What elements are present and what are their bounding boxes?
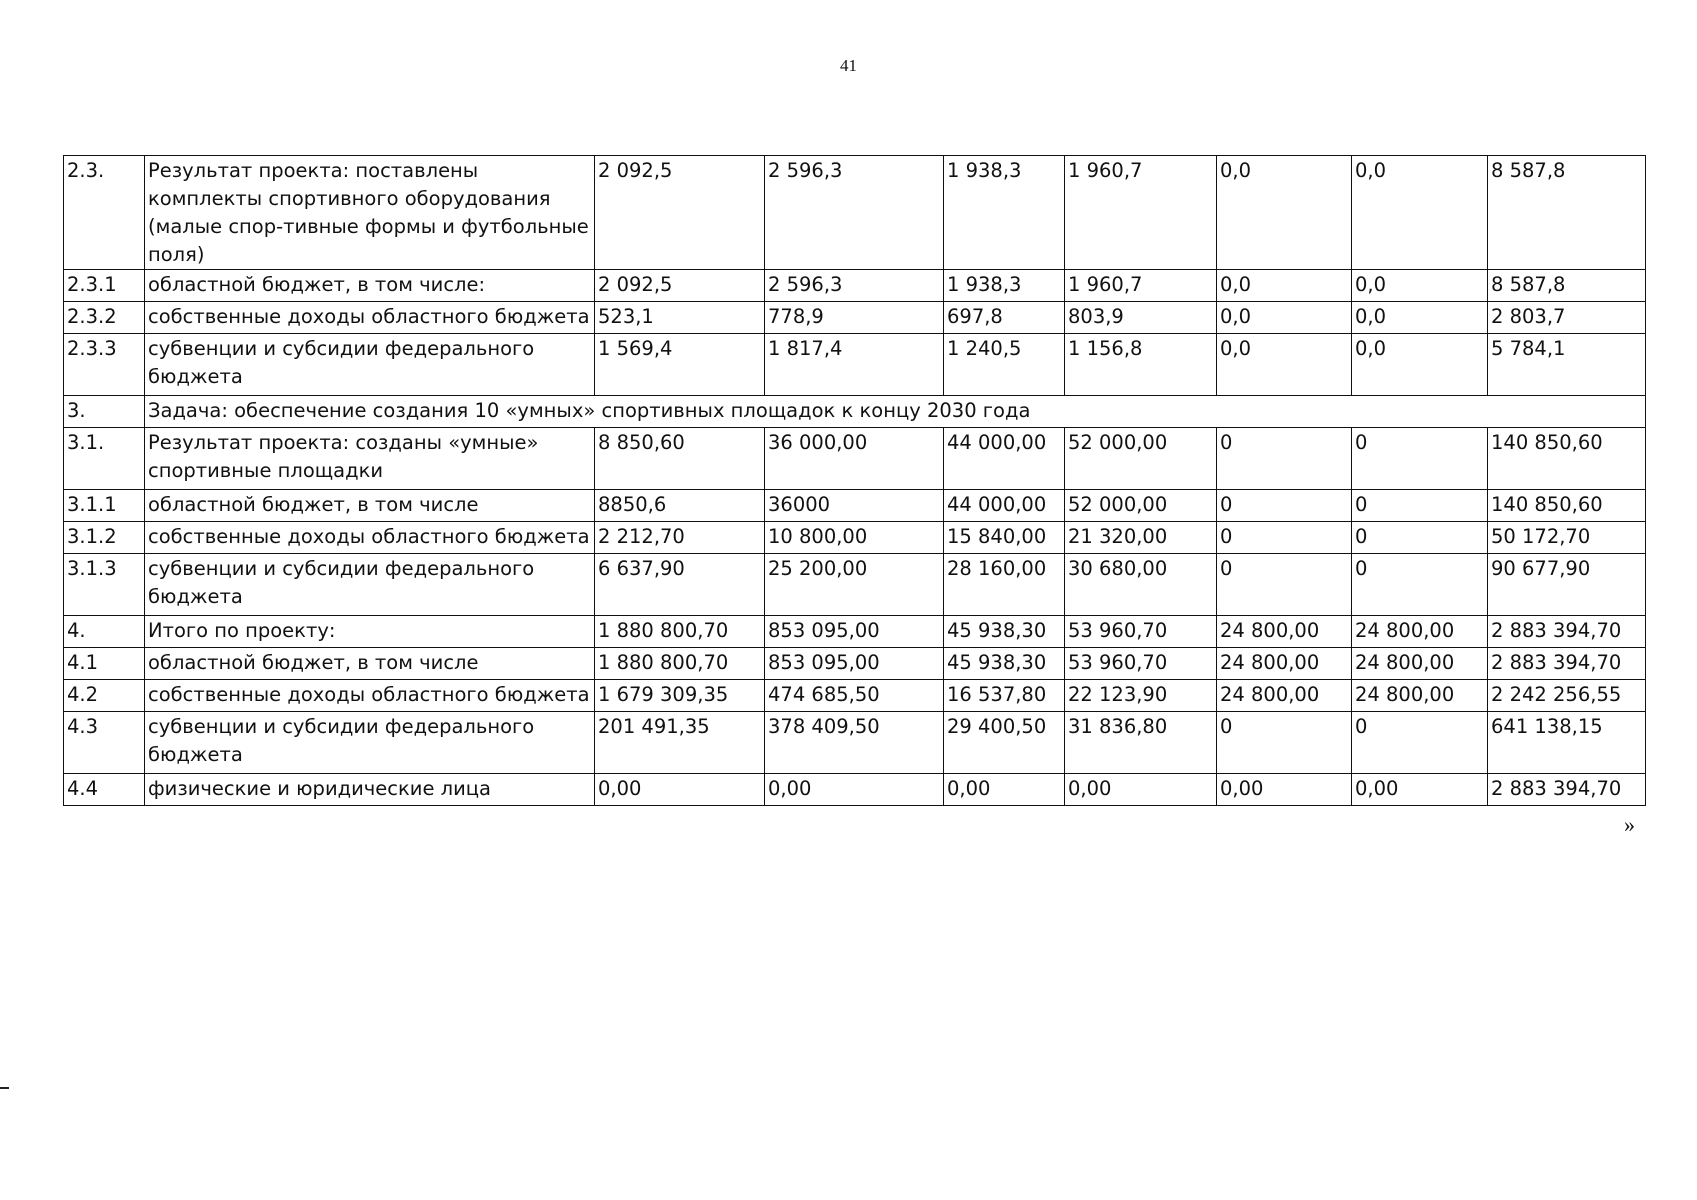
value-total: 641 138,15 <box>1488 712 1646 774</box>
row-number: 2.3.3 <box>64 334 145 396</box>
value-col-5: 24 800,00 <box>1217 680 1352 712</box>
table-row <box>64 490 1646 522</box>
value-col-3: 44 000,00 <box>944 428 1065 490</box>
value-col-5: 24 800,00 <box>1217 616 1352 648</box>
value-col-5: 0,00 <box>1217 774 1352 806</box>
value-col-1: 1 880 800,70 <box>595 648 765 680</box>
value-col-6: 24 800,00 <box>1352 648 1488 680</box>
value-col-1: 201 491,35 <box>595 712 765 774</box>
table-body <box>64 156 1646 806</box>
table-row <box>64 554 1646 616</box>
value-col-3: 1 240,5 <box>944 334 1065 396</box>
row-number: 4.3 <box>64 712 145 774</box>
row-name: субвенции и субсидии федерального бюджета <box>145 712 595 774</box>
value-total: 8 587,8 <box>1488 270 1646 302</box>
value-col-4: 53 960,70 <box>1065 648 1217 680</box>
value-col-3: 29 400,50 <box>944 712 1065 774</box>
scan-edge-mark <box>0 1087 9 1089</box>
value-col-4: 21 320,00 <box>1065 522 1217 554</box>
value-col-5: 0,0 <box>1217 334 1352 396</box>
value-col-3: 44 000,00 <box>944 490 1065 522</box>
value-total: 8 587,8 <box>1488 156 1646 270</box>
value-col-5: 0,0 <box>1217 270 1352 302</box>
closing-quote-mark: » <box>1624 812 1635 837</box>
row-name: собственные доходы областного бюджета <box>145 302 595 334</box>
value-col-6: 24 800,00 <box>1352 616 1488 648</box>
value-col-2: 0,00 <box>765 774 944 806</box>
row-number: 3. <box>64 396 145 428</box>
value-col-3: 0,00 <box>944 774 1065 806</box>
value-col-5: 24 800,00 <box>1217 648 1352 680</box>
value-col-6: 0 <box>1352 712 1488 774</box>
value-col-2: 2 596,3 <box>765 156 944 270</box>
row-number: 4.4 <box>64 774 145 806</box>
value-col-3: 45 938,30 <box>944 616 1065 648</box>
value-col-3: 45 938,30 <box>944 648 1065 680</box>
row-number: 4. <box>64 616 145 648</box>
value-total: 2 803,7 <box>1488 302 1646 334</box>
value-col-3: 28 160,00 <box>944 554 1065 616</box>
row-name: субвенции и субсидии федерального бюджета <box>145 334 595 396</box>
value-col-6: 0 <box>1352 428 1488 490</box>
value-col-1: 1 880 800,70 <box>595 616 765 648</box>
value-col-2: 25 200,00 <box>765 554 944 616</box>
table-row <box>64 396 1646 428</box>
value-col-5: 0,0 <box>1217 156 1352 270</box>
value-col-1: 1 679 309,35 <box>595 680 765 712</box>
value-col-6: 0,0 <box>1352 156 1488 270</box>
table-row <box>64 680 1646 712</box>
value-col-2: 1 817,4 <box>765 334 944 396</box>
row-name: Результат проекта: поставлены комплекты спортивного оборудования (малые спор-тивные формы и футбольные поля) <box>145 156 595 270</box>
value-col-3: 1 938,3 <box>944 270 1065 302</box>
value-col-1: 8850,6 <box>595 490 765 522</box>
value-col-1: 6 637,90 <box>595 554 765 616</box>
value-col-6: 0 <box>1352 490 1488 522</box>
row-number: 3.1. <box>64 428 145 490</box>
value-col-3: 15 840,00 <box>944 522 1065 554</box>
value-total: 2 242 256,55 <box>1488 680 1646 712</box>
value-col-1: 0,00 <box>595 774 765 806</box>
value-total: 50 172,70 <box>1488 522 1646 554</box>
row-number: 2.3.1 <box>64 270 145 302</box>
value-col-2: 853 095,00 <box>765 648 944 680</box>
value-col-1: 1 569,4 <box>595 334 765 396</box>
value-col-4: 31 836,80 <box>1065 712 1217 774</box>
value-col-6: 24 800,00 <box>1352 680 1488 712</box>
page-number: 41 <box>840 56 857 75</box>
table-row <box>64 334 1646 396</box>
value-col-1: 523,1 <box>595 302 765 334</box>
value-col-1: 2 092,5 <box>595 156 765 270</box>
task-heading: Задача: обеспечение создания 10 «умных» спортивных площадок к концу 2030 года <box>145 396 1646 428</box>
value-col-6: 0 <box>1352 522 1488 554</box>
value-col-2: 474 685,50 <box>765 680 944 712</box>
table-row <box>64 774 1646 806</box>
table-row <box>64 616 1646 648</box>
budget-table <box>63 155 1646 806</box>
row-number: 2.3.2 <box>64 302 145 334</box>
value-col-3: 697,8 <box>944 302 1065 334</box>
table-row <box>64 156 1646 270</box>
value-col-5: 0,0 <box>1217 302 1352 334</box>
row-name: Результат проекта: созданы «умные» спортивные площадки <box>145 428 595 490</box>
table-row <box>64 428 1646 490</box>
row-name: областной бюджет, в том числе <box>145 490 595 522</box>
value-col-5: 0 <box>1217 490 1352 522</box>
value-col-2: 36000 <box>765 490 944 522</box>
value-col-3: 1 938,3 <box>944 156 1065 270</box>
value-col-1: 2 092,5 <box>595 270 765 302</box>
value-col-1: 8 850,60 <box>595 428 765 490</box>
value-col-4: 22 123,90 <box>1065 680 1217 712</box>
value-col-4: 30 680,00 <box>1065 554 1217 616</box>
value-col-1: 2 212,70 <box>595 522 765 554</box>
value-col-2: 36 000,00 <box>765 428 944 490</box>
value-col-6: 0,0 <box>1352 302 1488 334</box>
row-number: 4.1 <box>64 648 145 680</box>
value-col-5: 0 <box>1217 554 1352 616</box>
value-col-4: 52 000,00 <box>1065 428 1217 490</box>
value-col-3: 16 537,80 <box>944 680 1065 712</box>
row-name: физические и юридические лица <box>145 774 595 806</box>
value-col-4: 1 960,7 <box>1065 156 1217 270</box>
row-name: собственные доходы областного бюджета <box>145 680 595 712</box>
row-name: Итого по проекту: <box>145 616 595 648</box>
table-row <box>64 522 1646 554</box>
value-total: 2 883 394,70 <box>1488 648 1646 680</box>
value-col-4: 803,9 <box>1065 302 1217 334</box>
value-total: 2 883 394,70 <box>1488 616 1646 648</box>
value-col-2: 853 095,00 <box>765 616 944 648</box>
value-col-4: 0,00 <box>1065 774 1217 806</box>
value-col-2: 2 596,3 <box>765 270 944 302</box>
value-total: 90 677,90 <box>1488 554 1646 616</box>
value-col-4: 53 960,70 <box>1065 616 1217 648</box>
row-name: субвенции и субсидии федерального бюджета <box>145 554 595 616</box>
row-number: 3.1.2 <box>64 522 145 554</box>
value-col-4: 52 000,00 <box>1065 490 1217 522</box>
value-total: 140 850,60 <box>1488 490 1646 522</box>
row-number: 3.1.3 <box>64 554 145 616</box>
value-col-2: 378 409,50 <box>765 712 944 774</box>
row-name: областной бюджет, в том числе: <box>145 270 595 302</box>
value-total: 140 850,60 <box>1488 428 1646 490</box>
value-col-5: 0 <box>1217 522 1352 554</box>
table-row <box>64 648 1646 680</box>
table-row <box>64 712 1646 774</box>
value-col-6: 0 <box>1352 554 1488 616</box>
table-row <box>64 302 1646 334</box>
value-total: 2 883 394,70 <box>1488 774 1646 806</box>
row-number: 4.2 <box>64 680 145 712</box>
value-col-5: 0 <box>1217 712 1352 774</box>
value-col-6: 0,0 <box>1352 334 1488 396</box>
value-col-2: 778,9 <box>765 302 944 334</box>
value-col-6: 0,0 <box>1352 270 1488 302</box>
row-number: 3.1.1 <box>64 490 145 522</box>
row-name: собственные доходы областного бюджета <box>145 522 595 554</box>
value-col-4: 1 960,7 <box>1065 270 1217 302</box>
value-col-5: 0 <box>1217 428 1352 490</box>
value-col-4: 1 156,8 <box>1065 334 1217 396</box>
row-name: областной бюджет, в том числе <box>145 648 595 680</box>
table-row <box>64 270 1646 302</box>
row-number: 2.3. <box>64 156 145 270</box>
value-total: 5 784,1 <box>1488 334 1646 396</box>
value-col-2: 10 800,00 <box>765 522 944 554</box>
value-col-6: 0,00 <box>1352 774 1488 806</box>
